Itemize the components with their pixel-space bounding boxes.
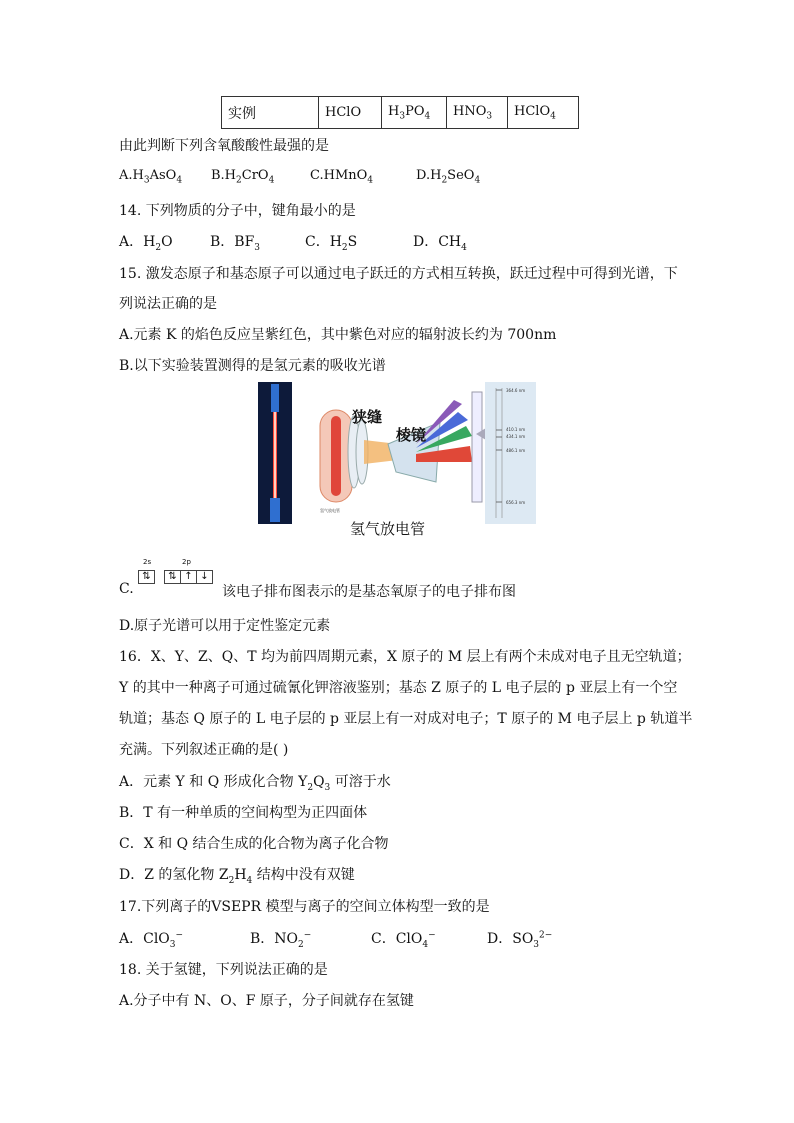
table-cell: 实例 [222, 97, 319, 129]
orbital-box-2p: ⇅ [164, 570, 181, 584]
q15-stem-line2: 列说法正确的是 [119, 296, 217, 312]
q16-stem-line2: Y 的其中一种离子可通过硫氰化钾溶液鉴别；基态 Z 原子的 L 电子层的 p 亚层上有一个空 [119, 680, 678, 696]
q17-option-a: A．ClO$_3$− [119, 930, 184, 950]
hydrogen-spectrum-figure [258, 382, 536, 542]
slit-label: 狭缝 [352, 408, 383, 426]
q17-option-c: C．ClO$_4$− [371, 930, 436, 950]
q15-option-a: A.元素 K 的焰色反应呈紫红色，其中紫色对应的辐射波长约为 700nm [119, 327, 557, 343]
q13-option-b: $B.H_2CrO_4$ [211, 168, 275, 186]
q13-option-d: $D.H_2SeO_4$ [416, 168, 481, 186]
q15-option-d: D.原子光谱可以用于定性鉴定元素 [119, 618, 331, 634]
spectral-line-label: 656.3 nm [506, 500, 526, 505]
q16-option-c: C．X 和 Q 结合生成的化合物为离子化合物 [119, 836, 389, 852]
q18-option-a: A.分子中有 N、O、F 原子，分子间就存在氢键 [119, 993, 414, 1009]
q15-option-c-text: 该电子排布图表示的是基态氧原子的电子排布图 [222, 584, 516, 600]
q16-stem-line3: 轨道；基态 Q 原子的 L 电子层的 p 亚层上有一对成对电子；T 原子的 M 电子层上 p 轨道半 [119, 711, 693, 727]
q15-option-b: B.以下实验装置测得的是氢元素的吸收光谱 [119, 358, 386, 374]
orbital-box-2p: ↑ [180, 570, 197, 584]
orbital-label-2s: 2s [143, 558, 152, 566]
prism-label: 棱镜 [396, 426, 427, 444]
q14-option-a: A．$H_2O$ [119, 234, 173, 253]
orbital-label-2p: 2p [182, 558, 191, 566]
q16-option-b: B．T 有一种单质的空间构型为正四面体 [119, 805, 368, 821]
spectral-line-label: 364.6 nm [506, 388, 526, 393]
spectral-line-label: 486.1 nm [506, 448, 526, 453]
q16-option-a: A．元素 Y 和 Q 形成化合物 $Y_2Q_3$ 可溶于水 [119, 774, 391, 793]
q13-option-a: $A.H_3AsO_4$ [119, 168, 183, 186]
q13-option-c: C.HMnO$_4$ [310, 168, 374, 186]
orbital-box-2p: ↓ [196, 570, 213, 584]
spectral-line-label: 434.1 nm [506, 434, 526, 439]
acid-example-table [221, 96, 579, 129]
q17-option-d: D．$SO_3^{2-}$ [487, 930, 553, 950]
q14-option-d: D．$CH_4$ [413, 234, 467, 253]
q18-stem: 18. 关于氢键，下列说法正确的是 [119, 962, 328, 978]
q16-stem-line1: 16．X、Y、Z、Q、T 均为前四周期元素，X 原子的 M 层上有两个未成对电子且无空轨道； [119, 649, 691, 665]
discharge-tube-label: 氢气放电管 [350, 520, 426, 538]
table-row [222, 97, 579, 129]
q14-option-b: B．$BF_3$ [210, 234, 261, 253]
screen-frame [472, 392, 482, 502]
table-cell: HClO [319, 97, 382, 129]
q17-stem: 17.下列离子的VSEPR 模型与离子的空间立体构型一致的是 [119, 899, 490, 915]
spectrum-apparatus-diagram [258, 382, 536, 542]
tube-small-label: 氢气放电管 [320, 508, 340, 513]
q14-option-c: C．$H_2S$ [305, 234, 358, 253]
q14-stem: 14. 下列物质的分子中，键角最小的是 [119, 203, 356, 219]
q15-option-c-prefix: C. [119, 581, 134, 597]
orbital-box-2s: ⇅ [138, 570, 155, 584]
table-cell: $HNO_3$ [447, 97, 508, 129]
q15-stem-line1: 15. 激发态原子和基态原子可以通过电子跃迁的方式相互转换，跃迁过程中可得到光谱，下 [119, 266, 678, 282]
q16-option-d: D．Z 的氢化物 $Z_2H_4$ 结构中没有双键 [119, 867, 355, 886]
q16-stem-line4: 充满。下列叙述正确的是( ) [119, 742, 289, 758]
q13-stem: 由此判断下列含氧酸酸性最强的是 [119, 138, 329, 154]
table-cell: HClO$_4$ [508, 97, 579, 129]
table-cell: $H_3PO_4$ [382, 97, 447, 129]
spectral-line-label: 410.1 nm [506, 427, 526, 432]
q17-option-b: B．$NO_2^-$ [250, 930, 312, 950]
